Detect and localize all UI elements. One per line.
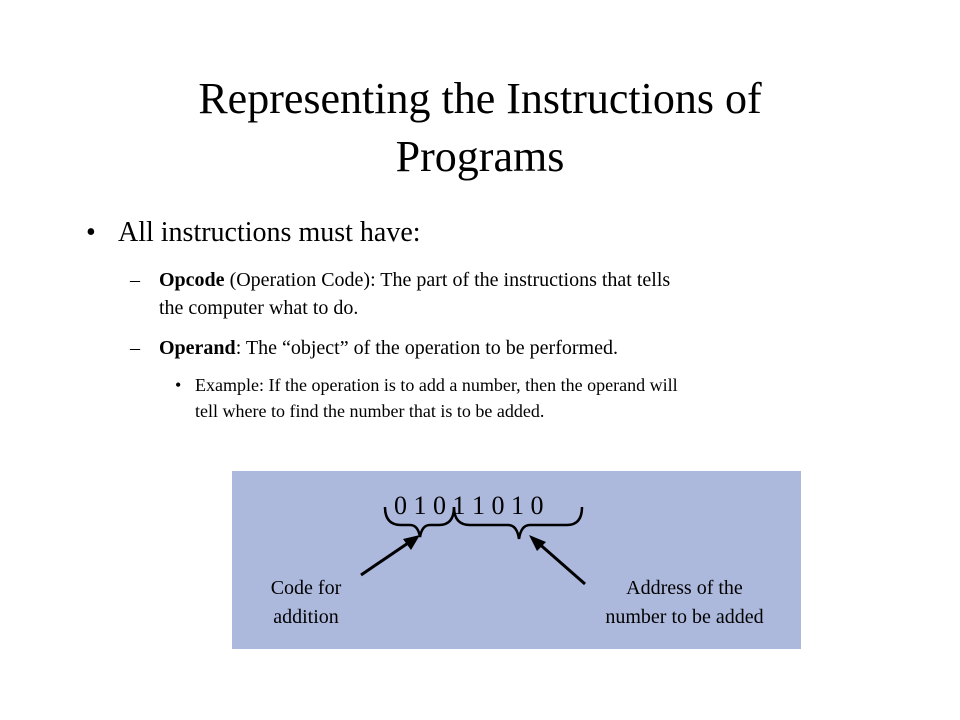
title-line-1: Representing the Instructions of xyxy=(198,74,762,123)
left-arrow xyxy=(361,539,414,575)
operand-label-line-2: number to be added xyxy=(605,606,764,628)
term-operand: Operand xyxy=(159,337,236,359)
example-line-2: tell where to find the number that is to be added. xyxy=(195,401,545,421)
example-text xyxy=(195,372,865,424)
example-line-1: Example: If the operation is to add a number, then the operand will xyxy=(195,375,678,395)
opcode-brace xyxy=(385,507,454,537)
title-line-2: Programs xyxy=(395,132,565,181)
left-arrow-head xyxy=(403,535,420,550)
opcode-label-line-2: addition xyxy=(273,606,339,628)
sub-bullet-text xyxy=(159,334,859,362)
dash-marker: – xyxy=(130,337,140,359)
opcode-description-line-2: the computer what to do. xyxy=(159,297,359,319)
bullet-marker: • xyxy=(175,375,182,395)
sub-bullet-text xyxy=(159,266,859,322)
bullet-marker: • xyxy=(86,217,96,248)
opcode-label-line-1: Code for xyxy=(270,577,342,599)
operand-description: : The “object” of the operation to be performed. xyxy=(235,337,618,359)
opcode-label xyxy=(232,574,380,632)
dash-marker: – xyxy=(130,269,140,291)
instruction-diagram xyxy=(232,471,801,649)
bullet-text: All instructions must have: xyxy=(118,217,421,248)
operand-label xyxy=(572,574,797,632)
slide-title xyxy=(80,70,880,186)
operand-label-line-1: Address of the xyxy=(626,577,743,599)
term-opcode: Opcode xyxy=(159,269,225,291)
operand-brace xyxy=(454,507,582,539)
instruction-bits: 0 1 0 1 1 0 1 0 xyxy=(394,491,544,520)
opcode-description-line-1: (Operation Code): The part of the instructions that tells xyxy=(224,269,671,291)
